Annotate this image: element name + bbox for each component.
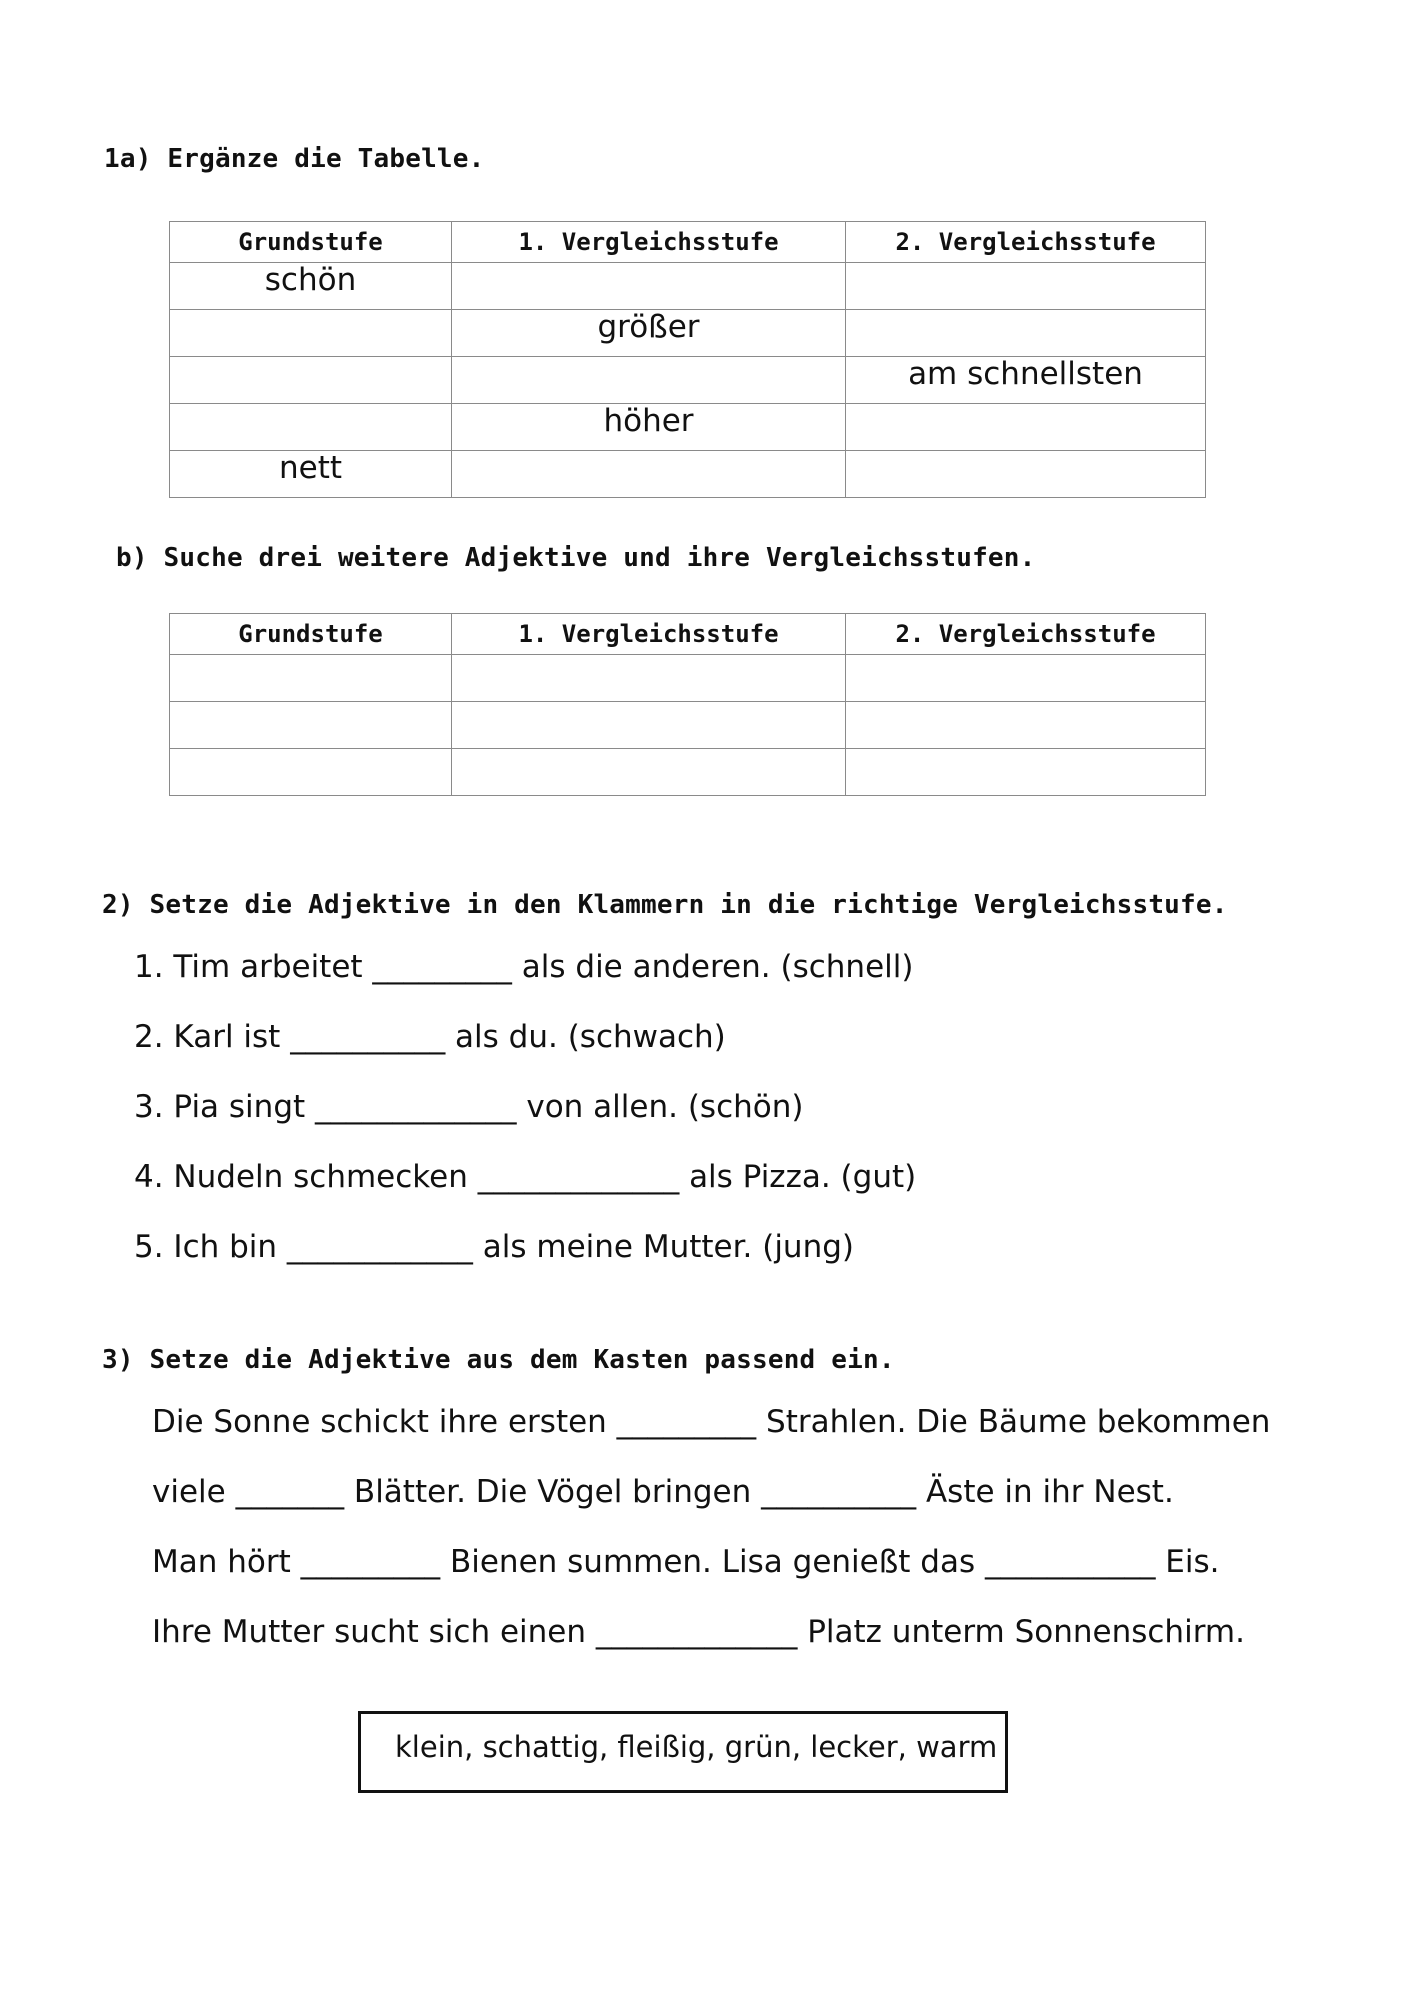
table-cell[interactable] xyxy=(170,310,452,357)
table-cell[interactable] xyxy=(846,655,1206,702)
extra-adjectives-table xyxy=(169,613,1206,796)
task2-sentence: 5. Ich bin ____________ als meine Mutter. (jung) xyxy=(134,1229,854,1265)
column-header-grundstufe: Grundstufe xyxy=(170,222,452,263)
table-cell[interactable] xyxy=(452,357,846,404)
column-header-grundstufe: Grundstufe xyxy=(170,614,452,655)
table-row xyxy=(170,310,1206,357)
comparison-table xyxy=(169,221,1206,498)
task3-text-line: viele _______ Blätter. Die Vögel bringen __________ Äste in ihr Nest. xyxy=(152,1474,1174,1510)
table-cell[interactable] xyxy=(170,451,452,498)
table-cell[interactable] xyxy=(170,263,452,310)
table-cell[interactable] xyxy=(452,749,846,796)
task2-sentence: 3. Pia singt _____________ von allen. (schön) xyxy=(134,1089,804,1125)
table-row xyxy=(170,404,1206,451)
table-row xyxy=(170,749,1206,796)
table-cell[interactable] xyxy=(452,655,846,702)
table-cell[interactable] xyxy=(452,310,846,357)
table-cell[interactable] xyxy=(170,749,452,796)
task3-text-line: Die Sonne schickt ihre ersten _________ Strahlen. Die Bäume bekommen xyxy=(152,1404,1271,1440)
cell-text: höher xyxy=(603,403,694,439)
table-row xyxy=(170,451,1206,498)
table-cell[interactable] xyxy=(170,357,452,404)
column-header-vergleichsstufe-1: 1. Vergleichsstufe xyxy=(452,614,846,655)
table-cell[interactable] xyxy=(170,404,452,451)
column-header-vergleichsstufe-2: 2. Vergleichsstufe xyxy=(846,614,1206,655)
cell-text: größer xyxy=(597,309,700,345)
word-box xyxy=(358,1711,1008,1793)
task1b-heading: b) Suche drei weitere Adjektive und ihre Vergleichsstufen. xyxy=(116,543,1036,573)
table-cell[interactable] xyxy=(170,655,452,702)
column-header-vergleichsstufe-2: 2. Vergleichsstufe xyxy=(846,222,1206,263)
table-cell[interactable] xyxy=(846,263,1206,310)
table-row xyxy=(170,263,1206,310)
column-header-vergleichsstufe-1: 1. Vergleichsstufe xyxy=(452,222,846,263)
table-header-row xyxy=(170,614,1206,655)
task1a-heading: 1a) Ergänze die Tabelle. xyxy=(104,144,485,174)
table-cell[interactable] xyxy=(846,310,1206,357)
table-cell[interactable] xyxy=(452,263,846,310)
cell-text: am schnellsten xyxy=(908,356,1143,392)
task3-heading: 3) Setze die Adjektive aus dem Kasten passend ein. xyxy=(102,1345,895,1375)
table-cell[interactable] xyxy=(846,702,1206,749)
table-cell[interactable] xyxy=(846,451,1206,498)
task2-sentence: 2. Karl ist __________ als du. (schwach) xyxy=(134,1019,726,1055)
table-cell[interactable] xyxy=(846,749,1206,796)
word-box-text: klein, schattig, fleißig, grün, lecker, warm xyxy=(395,1730,998,1764)
table-cell[interactable] xyxy=(170,702,452,749)
table-cell[interactable] xyxy=(452,404,846,451)
task2-heading: 2) Setze die Adjektive in den Klammern in die richtige Vergleichsstufe. xyxy=(102,890,1228,920)
table-cell[interactable] xyxy=(846,357,1206,404)
table-row xyxy=(170,655,1206,702)
table-row xyxy=(170,357,1206,404)
task2-sentence: 1. Tim arbeitet _________ als die anderen. (schnell) xyxy=(134,949,914,985)
task2-sentence: 4. Nudeln schmecken _____________ als Pizza. (gut) xyxy=(134,1159,917,1195)
task3-text-line: Ihre Mutter sucht sich einen _____________ Platz unterm Sonnenschirm. xyxy=(152,1614,1245,1650)
table-row xyxy=(170,702,1206,749)
table-cell[interactable] xyxy=(452,451,846,498)
task3-text-line: Man hört _________ Bienen summen. Lisa genießt das ___________ Eis. xyxy=(152,1544,1220,1580)
cell-text: schön xyxy=(264,262,357,298)
table-header-row xyxy=(170,222,1206,263)
table-cell[interactable] xyxy=(846,404,1206,451)
table-cell[interactable] xyxy=(452,702,846,749)
cell-text: nett xyxy=(278,450,343,486)
